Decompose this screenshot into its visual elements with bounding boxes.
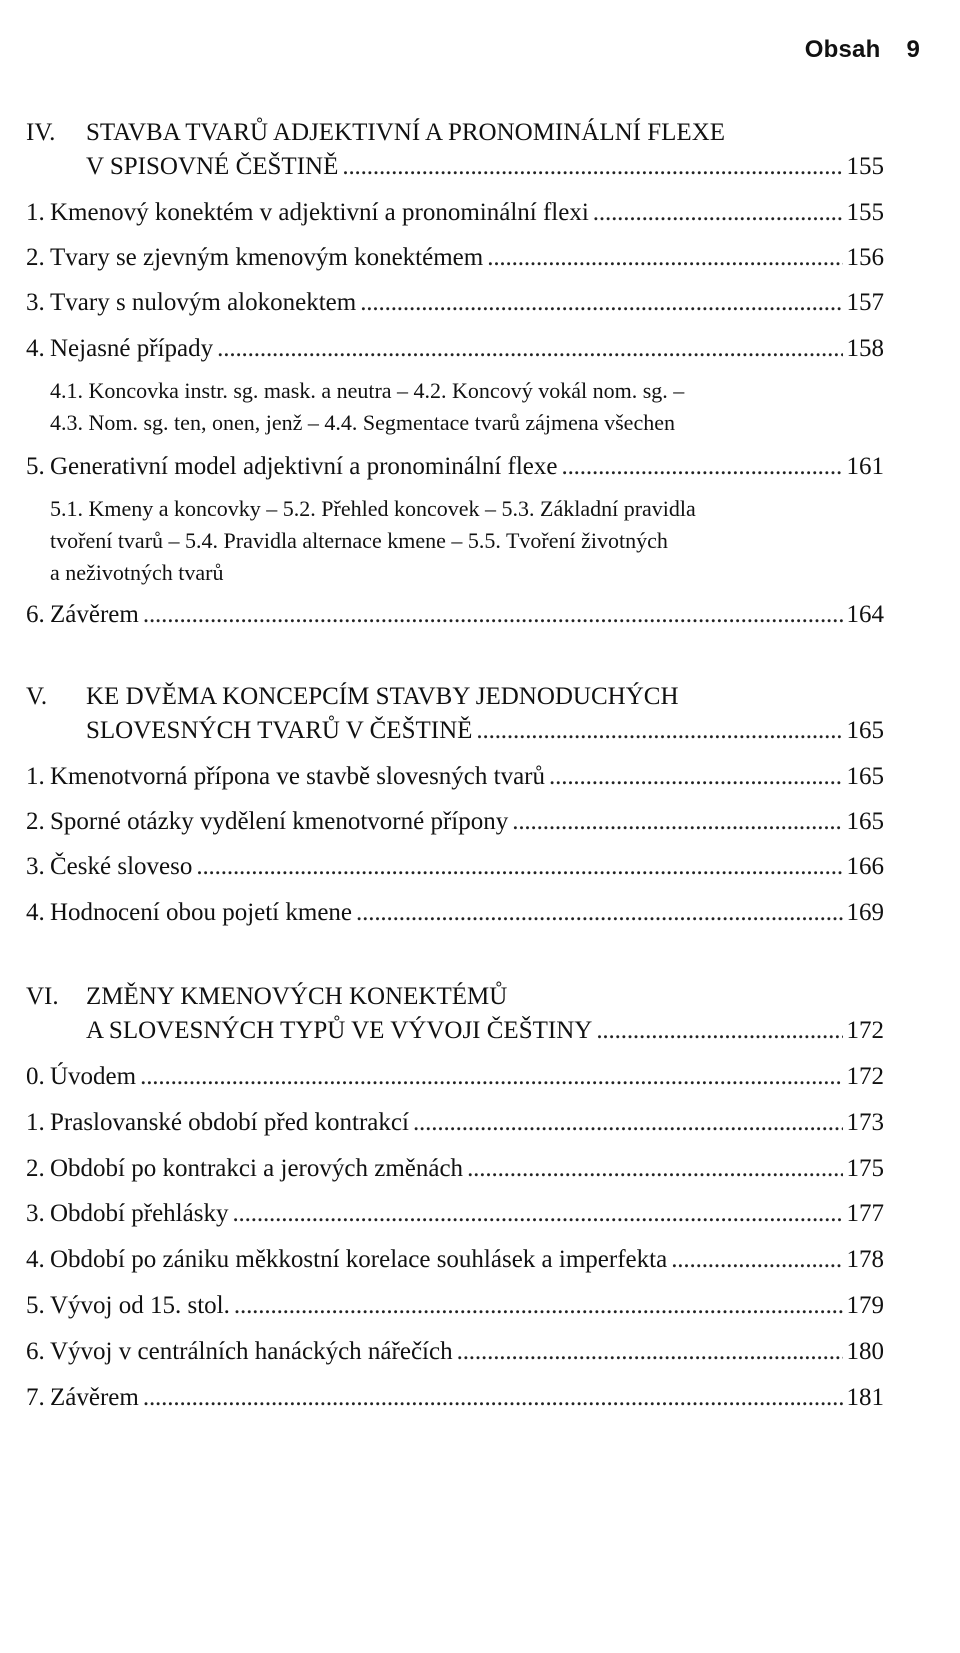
toc-number: 1.	[26, 763, 45, 790]
toc-entry	[26, 196, 884, 236]
toc-number: 6.	[26, 601, 45, 628]
toc-entry	[26, 896, 884, 936]
toc-number: 2.	[26, 244, 45, 271]
chapter-title-line1: ZMĚNY KMENOVÝCH KONEKTÉMŮ	[86, 983, 508, 1010]
toc-title: Kmenotvorná přípona ve stavbě slovesných tvarů	[50, 763, 546, 790]
subsection-line: 4.3. Nom. sg. ten, onen, jenž – 4.4. Segmentace tvarů zájmena všechen	[50, 410, 675, 435]
subsection-line: 4.1. Koncovka instr. sg. mask. a neutra – 4.2. Koncový vokál nom. sg. –	[50, 378, 685, 403]
toc-title: Závěrem	[50, 1384, 139, 1411]
toc-page: 177	[846, 1200, 884, 1227]
chapter-number: V.	[26, 683, 48, 710]
toc-title: Hodnocení obou pojetí kmene	[50, 899, 353, 926]
toc-entry	[26, 1152, 884, 1192]
toc-number: 3.	[26, 853, 45, 880]
toc-entry	[26, 1060, 884, 1100]
toc-page: 161	[846, 453, 884, 480]
toc-title: Závěrem	[50, 601, 139, 628]
toc-page: 157	[846, 289, 884, 316]
toc-number: 0.	[26, 1063, 45, 1090]
toc-title: Nejasné případy	[50, 335, 214, 362]
toc-number: 6.	[26, 1338, 45, 1365]
toc-number: 3.	[26, 289, 45, 316]
toc-page: 164	[846, 601, 884, 628]
toc-entry	[26, 1197, 884, 1237]
toc-title: Kmenový konektém v adjektivní a pronominální flexi	[50, 199, 589, 226]
toc-page: 175	[846, 1155, 884, 1182]
toc-number: 5.	[26, 453, 45, 480]
toc-entry	[26, 1106, 884, 1146]
chapter-title-line2: A SLOVESNÝCH TYPŮ VE VÝVOJI ČEŠTINY	[86, 1017, 593, 1044]
toc-title: Sporné otázky vydělení kmenotvorné přípony	[50, 808, 509, 835]
toc-entry	[26, 450, 884, 490]
toc-entry	[26, 241, 884, 281]
toc-page: 166	[846, 853, 884, 880]
toc-title: Úvodem	[50, 1063, 137, 1090]
chapter-number: VI.	[26, 983, 59, 1010]
toc-title: Období přehlásky	[50, 1200, 229, 1227]
toc-page: 155	[846, 153, 884, 180]
toc-number: 4.	[26, 1246, 45, 1273]
toc-title: Generativní model adjektivní a pronominální flexe	[50, 453, 558, 480]
toc-number: 3.	[26, 1200, 45, 1227]
toc-number: 2.	[26, 1155, 45, 1182]
toc-title: Praslovanské období před kontrakcí	[50, 1109, 409, 1136]
toc-title: Období po kontrakci a jerových změnách	[50, 1155, 464, 1182]
subsection-line: a neživotných tvarů	[50, 560, 224, 585]
toc-entry	[26, 1335, 884, 1375]
toc-page: 180	[846, 1338, 884, 1365]
toc-page: 155	[846, 199, 884, 226]
toc-number: 1.	[26, 199, 45, 226]
toc-number: 4.	[26, 335, 45, 362]
toc-title: Období po zániku měkkostní korelace souhlásek a imperfekta	[50, 1246, 668, 1273]
toc-entry	[26, 805, 884, 845]
toc-entry	[26, 286, 884, 326]
toc-title: Tvary s nulovým alokonektem	[50, 289, 357, 316]
toc-number: 4.	[26, 899, 45, 926]
toc-number: 1.	[26, 1109, 45, 1136]
chapter-title-line2: V SPISOVNÉ ČEŠTINĚ	[86, 153, 339, 180]
running-header	[805, 36, 920, 64]
toc-page: 165	[846, 808, 884, 835]
toc-entry	[26, 760, 884, 800]
toc-entry	[26, 598, 884, 638]
chapter-number: IV.	[26, 119, 56, 146]
toc-page: 165	[846, 717, 884, 744]
toc-entry	[26, 1243, 884, 1283]
toc-entry	[26, 332, 884, 372]
toc-page: 156	[846, 244, 884, 271]
page-number: 9	[906, 36, 920, 63]
toc-entry	[26, 1289, 884, 1329]
toc-page: 172	[846, 1063, 884, 1090]
chapter-vi-title-line2	[26, 1014, 884, 1054]
toc-title: České sloveso	[50, 853, 193, 880]
toc-title: Vývoj v centrálních hanáckých nářečích	[50, 1338, 453, 1365]
toc-page: 181	[846, 1384, 884, 1411]
toc-number: 7.	[26, 1384, 45, 1411]
toc-entry	[26, 850, 884, 890]
toc-number: 2.	[26, 808, 45, 835]
chapter-iv-title-line2	[26, 150, 884, 190]
chapter-title-line1: KE DVĚMA KONCEPCÍM STAVBY JEDNODUCHÝCH	[86, 683, 679, 710]
toc-page: 158	[846, 335, 884, 362]
subsection-line: 5.1. Kmeny a koncovky – 5.2. Přehled koncovek – 5.3. Základní pravidla	[50, 496, 696, 521]
toc-page: 165	[846, 763, 884, 790]
toc-page: 173	[846, 1109, 884, 1136]
toc-title: Vývoj od 15. stol.	[50, 1292, 230, 1319]
chapter-v-title-line2	[26, 714, 884, 754]
toc-entry	[26, 1381, 884, 1421]
chapter-title-line2: SLOVESNÝCH TVARŮ V ČEŠTINĚ	[86, 717, 473, 744]
toc-page: 172	[846, 1017, 884, 1044]
subsection-line: tvoření tvarů – 5.4. Pravidla alternace kmene – 5.5. Tvoření životných	[50, 528, 668, 553]
toc-page: 179	[846, 1292, 884, 1319]
chapter-title-line1: STAVBA TVARŮ ADJEKTIVNÍ A PRONOMINÁLNÍ FLEXE	[86, 119, 726, 146]
toc-title: Tvary se zjevným kmenovým konektémem	[50, 244, 484, 271]
toc-page: 178	[846, 1246, 884, 1273]
toc-number: 5.	[26, 1292, 45, 1319]
header-label: Obsah	[804, 36, 881, 63]
toc-page: 169	[846, 899, 884, 926]
